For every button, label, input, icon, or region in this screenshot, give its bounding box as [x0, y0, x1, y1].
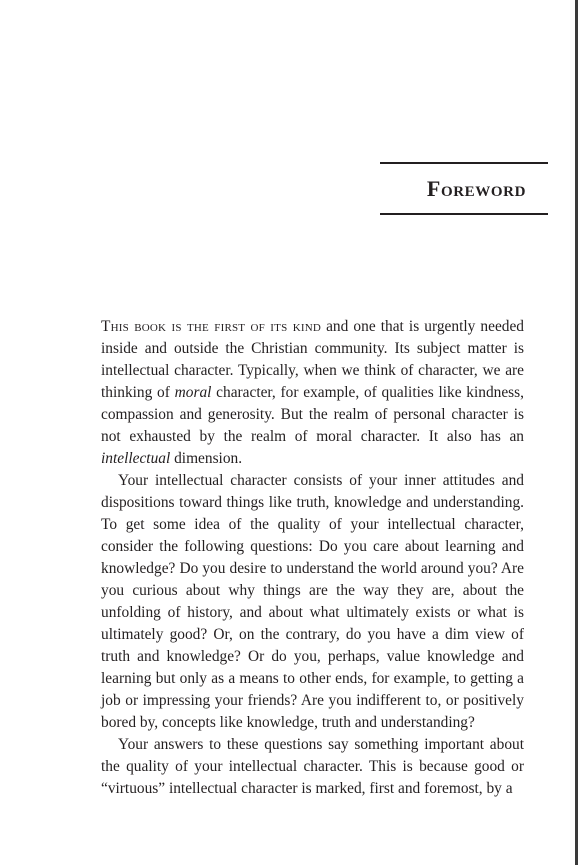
emphasis-intellectual: intellectual: [101, 450, 171, 467]
emphasis-moral: moral: [174, 384, 212, 401]
paragraph-3: Your answers to these questions say something important about the quality of your intellectual character. This is because good or “virtuous” intellectual character is marked, first and foremost, by a: [101, 736, 524, 797]
paragraph-1-text-a: and one that is urgently needed inside and outside the Christian community. Its subject matter is intellectual character. Typically, when we think of character, we are thinking of: [101, 318, 525, 401]
body-text: [101, 316, 524, 800]
paragraph-1: [101, 316, 524, 470]
chapter-heading: [380, 162, 548, 215]
paragraph-1-text-c: dimension.: [170, 450, 243, 467]
heading-rule-bottom: [380, 213, 548, 215]
chapter-title: Foreword: [426, 176, 526, 201]
paragraph-2: Your intellectual character consists of your inner attitudes and dispositions toward things like truth, knowledge and understanding. To get some idea of the quality of your intellectual character, consider the following questions: Do you care about learning and knowledge? Do you desire to understand the world around you? Are you curious about why things are the way they are, about the unfolding of history, and about what ultimately exists or what is ultimately good? Or, on the contrary, do you have a dim view of truth and knowledge? Or do you, perhaps, value knowledge and learning but only as a means to other ends, for example, to getting a job or impressing your friends? Are you indifferent to, or positively bored by, concepts like knowledge, truth and understanding?: [101, 472, 524, 731]
paragraph-1-text-b: character, for example, of qualities like kindness, compassion and generosity. But the realm of personal character is not exhausted by the realm of moral character. It also has an: [101, 384, 524, 445]
paragraph-lead-in: This book is the first of its kind: [101, 318, 321, 335]
